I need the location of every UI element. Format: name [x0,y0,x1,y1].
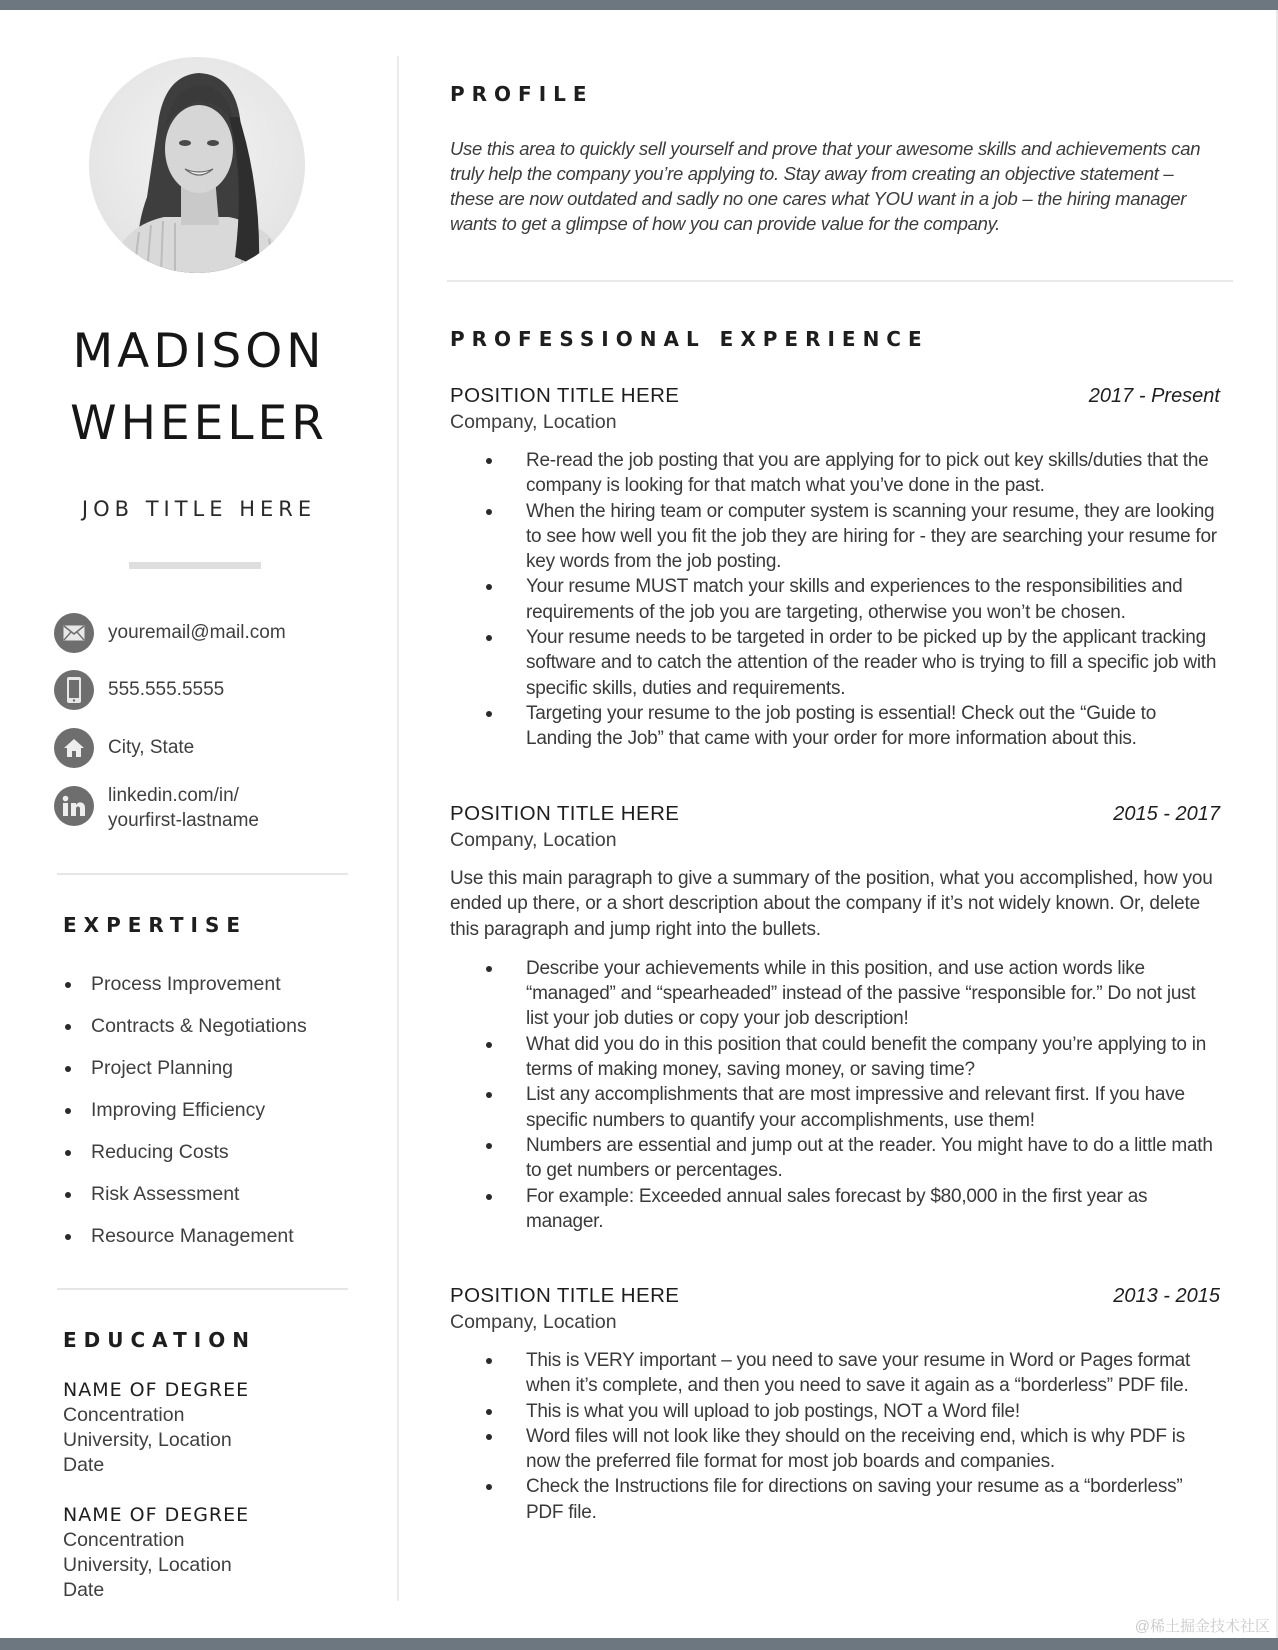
expertise-item: Resource Management [63,1224,307,1260]
linkedin-text [108,783,259,833]
job-bullets [450,1348,1220,1525]
job-summary: Use this main paragraph to give a summary of the position, what you accomplished, how you ended up there, or a short description about the company if it’s not widely known. Or, delete this paragraph and jump right into the bullets. [450,868,1213,940]
job-entry [450,802,1220,1234]
job-bullet: Check the Instructions file for directions on saving your resume as a “borderless” PDF file. [526,1474,1220,1525]
top-frame-bar [0,0,1278,10]
contact-linkedin[interactable] [54,786,374,833]
company-location: Company, Location [450,1311,617,1333]
expertise-list [63,972,307,1260]
expertise-item: Improving Efficiency [63,1098,307,1140]
profile-heading: PROFILE [450,82,594,106]
job-bullet: Describe your achievements while in this position, and use action words like “managed” and “spearheaded” instead of the passive “responsible for.” Do not just list your job duties or copy your job description! [526,956,1220,1032]
degree-name: NAME OF DEGREE [63,1504,250,1526]
job-bullet: Numbers are essential and jump out at the reader. You might have to do a little math to get numbers or percentages. [526,1133,1220,1184]
job-bullet: When the hiring team or computer system is scanning your resume, they are looking to see how well you fit the job they are hiring for - they are searching your resume for key words from the job posting. [526,499,1220,575]
sidebar-divider [57,1288,348,1290]
name-last: WHEELER [70,396,328,451]
linkedin-line-1: linkedin.com/in/ [108,785,239,806]
job-bullet: List any accomplishments that are most impressive and relevant first. If you have specific numbers to quantify your accomplishments, use them! [526,1082,1220,1133]
phone-text: 555.555.5555 [108,679,225,700]
location-text: City, State [108,737,195,758]
name-first: MADISON [72,324,326,379]
degree-date: Date [63,1579,105,1601]
degree-date: Date [63,1454,105,1476]
contact-phone[interactable] [54,670,374,710]
phone-icon [54,670,94,710]
linkedin-icon [54,786,94,826]
expertise-item: Risk Assessment [63,1182,307,1224]
degree-name: NAME OF DEGREE [63,1379,250,1401]
expertise-item: Contracts & Negotiations [63,1014,307,1056]
envelope-icon [54,613,94,653]
education-entry [63,1378,249,1478]
expertise-heading: EXPERTISE [63,913,248,937]
column-divider [397,56,399,1601]
contact-location [54,728,374,768]
expertise-item: Reducing Costs [63,1140,307,1182]
experience-heading: PROFESSIONAL EXPERIENCE [450,327,929,351]
job-bullet: Word files will not look like they should on the receiving end, which is why PDF is now the preferred file format for most job boards and companies. [526,1424,1220,1475]
job-bullet: This is what you will upload to job postings, NOT a Word file! [526,1399,1220,1424]
watermark: @稀土掘金技术社区 [1134,1618,1270,1635]
job-dates: 2013 - 2015 [1113,1285,1220,1307]
job-entry [450,1284,1220,1525]
job-dates: 2017 - Present [1088,385,1220,407]
job-bullet: Targeting your resume to the job posting is essential! Check out the “Guide to Landing the Job” that came with your order for more information about this. [526,701,1220,752]
linkedin-line-2: yourfirst-lastname [108,810,259,831]
sidebar-divider [57,873,348,875]
job-bullet: This is VERY important – you need to save your resume in Word or Pages format when it’s complete, and then you need to save it again as a “borderless” PDF file. [526,1348,1220,1399]
position-title: POSITION TITLE HERE [450,1284,680,1307]
concentration: Concentration [63,1529,185,1551]
email-text: youremail@mail.com [108,622,286,643]
position-title: POSITION TITLE HERE [450,802,680,825]
section-divider [447,280,1233,282]
home-icon [54,728,94,768]
title-underline [129,562,261,569]
university: University, Location [63,1429,232,1451]
job-bullet: Your resume needs to be targeted in order to be picked up by the applicant tracking software and to catch the attention of the reader who is trying to fill a specific job with specific skills, duties and requirements. [526,625,1220,701]
concentration: Concentration [63,1404,185,1426]
job-bullets [450,448,1220,752]
profile-photo [89,57,305,273]
expertise-item: Project Planning [63,1056,307,1098]
job-title: JOB TITLE HERE [81,497,317,521]
sidebar [0,10,398,1638]
company-location: Company, Location [450,829,617,851]
contact-email[interactable] [54,613,374,653]
education-entry [63,1503,249,1603]
job-bullet: For example: Exceeded annual sales forecast by $80,000 in the first year as manager. [526,1184,1220,1235]
profile-text: Use this area to quickly sell yourself and prove that your awesome skills and achievements can truly help the company you’re applying to. Stay away from creating an objective statement – these are now outdated and sadly no one cares what YOU want in a job – the hiring manager wants to get a glimpse of how you can provide value for the company. [450,138,1201,234]
bottom-frame-bar [0,1638,1278,1650]
job-dates: 2015 - 2017 [1113,803,1220,825]
job-bullet: Re-read the job posting that you are applying for to pick out key skills/duties that the company is looking for that match what you’ve done in the past. [526,448,1220,499]
education-heading: EDUCATION [63,1328,256,1352]
job-bullet: Your resume MUST match your skills and experiences to the responsibilities and requirements of the job you are targeting, otherwise you won’t be chosen. [526,574,1220,625]
job-bullets [450,956,1220,1234]
job-bullet: What did you do in this position that could benefit the company you’re applying to in terms of making money, saving money, or saving time? [526,1032,1220,1083]
job-entry [450,384,1220,752]
expertise-item: Process Improvement [63,972,307,1014]
position-title: POSITION TITLE HERE [450,384,680,407]
university: University, Location [63,1554,232,1576]
company-location: Company, Location [450,411,617,433]
portrait-image-icon [89,57,305,273]
